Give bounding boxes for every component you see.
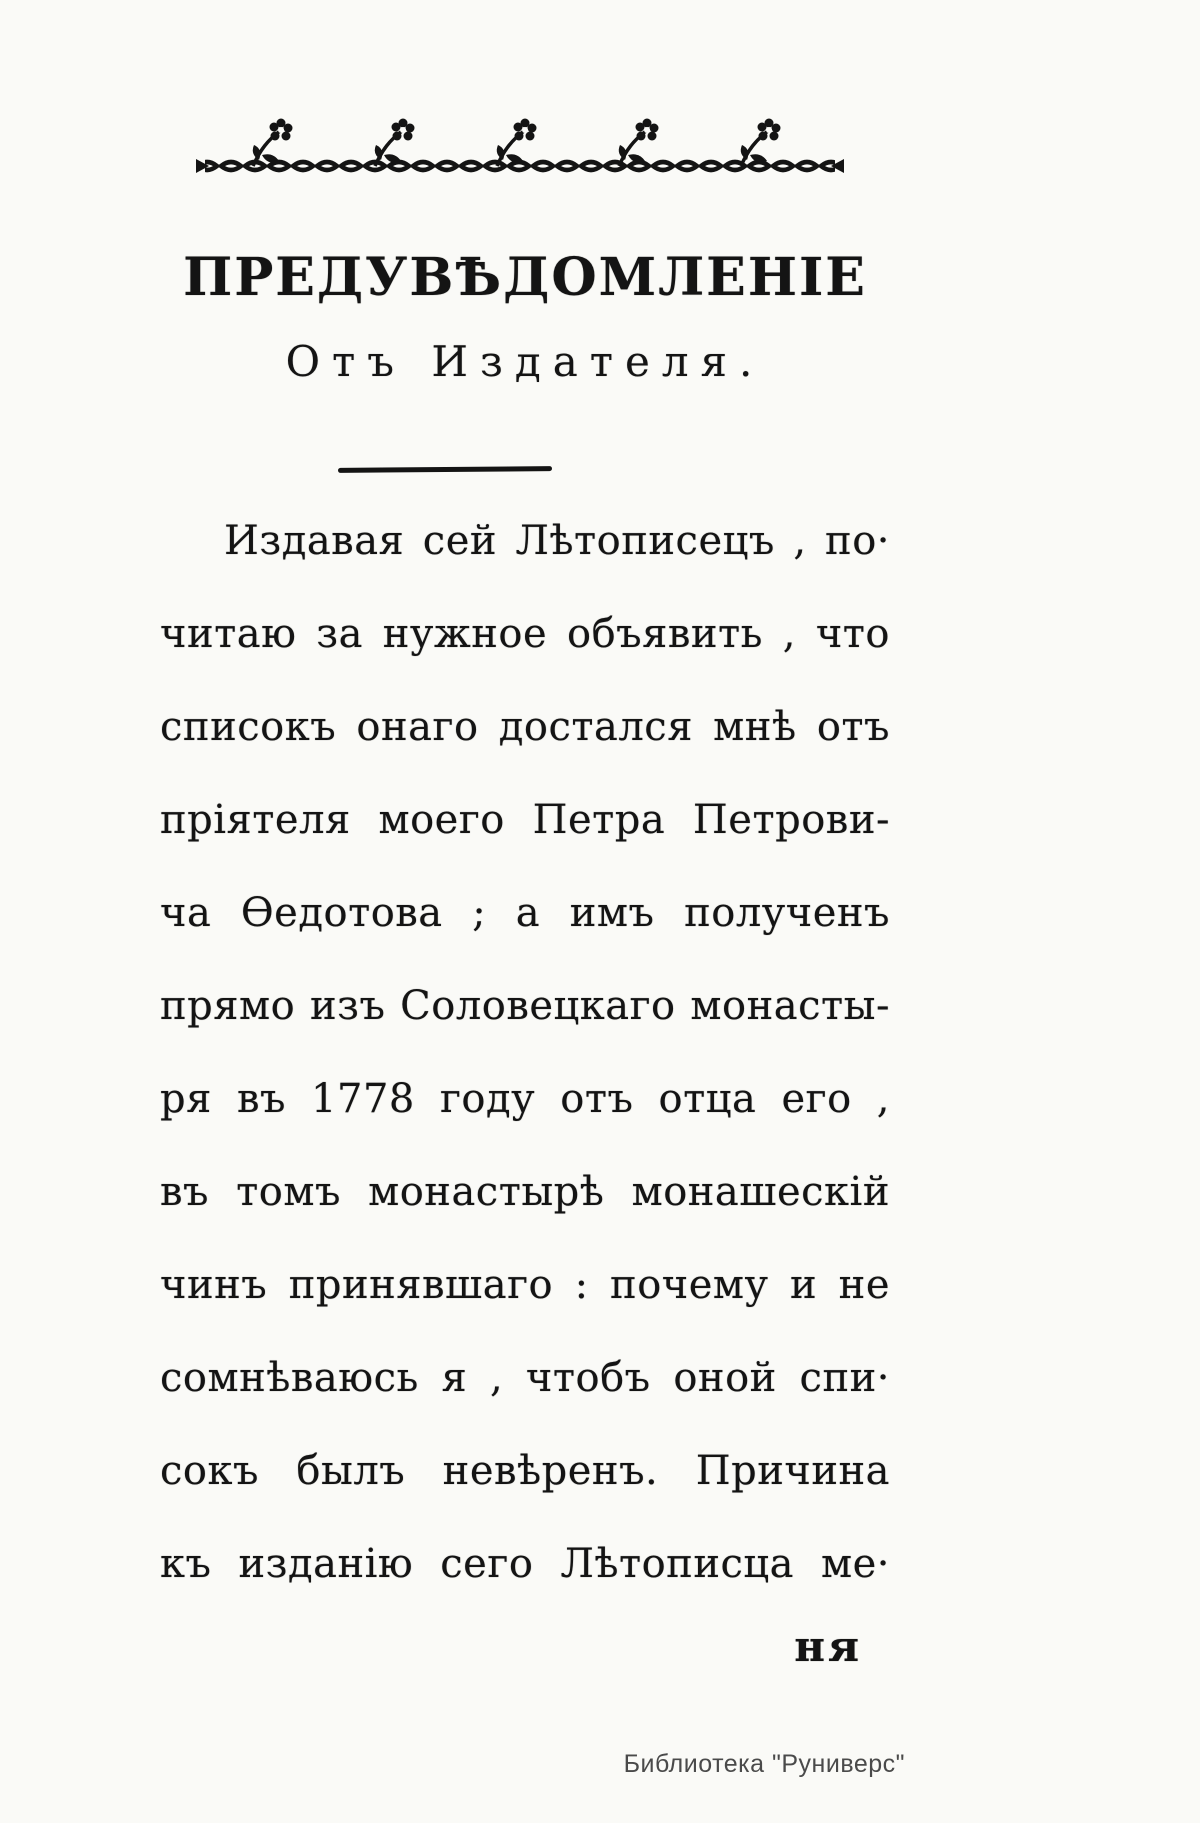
text-line: ча Ѳедотова ; а имъ полученъ xyxy=(160,890,890,936)
text-line: ря въ 1778 году отъ отца его , xyxy=(160,1076,890,1122)
text-line: Издавая сей Лѣтописецъ , по· xyxy=(224,518,890,564)
text-line: чинъ принявшаго : почему и не xyxy=(160,1262,890,1308)
page-subtitle: Отъ Издателя. xyxy=(285,337,765,386)
text-line: списокъ онаго достался мнѣ отъ xyxy=(160,704,890,750)
text-line: сокъ былъ невѣренъ. Причина xyxy=(160,1448,890,1494)
library-watermark: Библиотека "Руниверс" xyxy=(623,1750,905,1778)
floral-ornament-icon xyxy=(195,118,845,184)
text-line: сомнѣваюсь я , чтобъ оной спи· xyxy=(160,1355,890,1401)
section-divider-rule xyxy=(338,466,552,473)
text-line: въ томъ монастырѣ монашескій xyxy=(160,1169,890,1215)
text-line: пріятеля моего Петра Петрови- xyxy=(160,797,890,843)
catchword: ня xyxy=(794,1622,862,1671)
text-line: читаю за нужное объявить , что xyxy=(160,611,890,657)
text-line: къ изданію сего Лѣтописца ме· xyxy=(160,1541,890,1587)
page-title: ПРЕДУВѢДОМЛЕНІЕ xyxy=(183,247,867,308)
text-line: прямо изъ Соловецкаго монасты- xyxy=(160,983,890,1029)
paragraph xyxy=(160,495,890,1611)
